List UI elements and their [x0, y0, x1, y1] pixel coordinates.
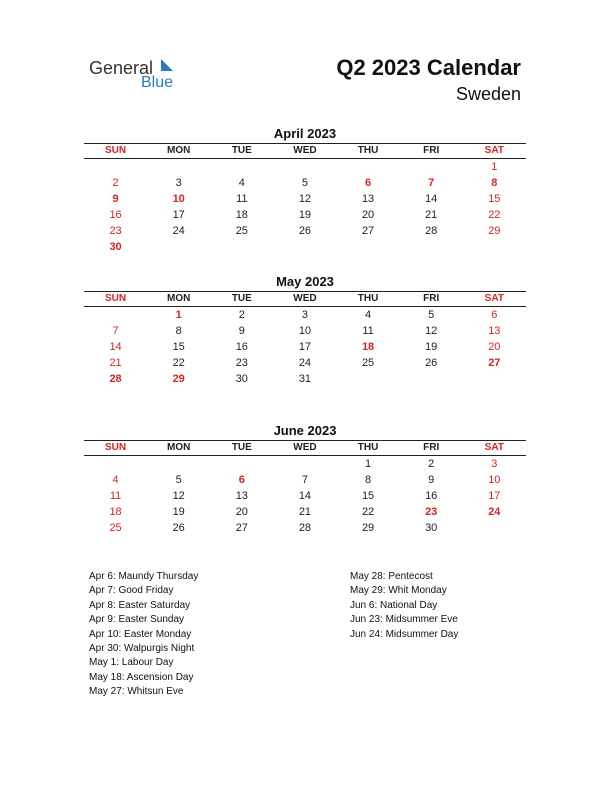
day-cell: 10	[298, 325, 312, 337]
weekday-label: THU	[357, 293, 379, 304]
day-cell: 21	[425, 209, 438, 221]
day-cell: 13	[235, 490, 248, 502]
day-cell	[84, 456, 147, 472]
day-cell: 14	[425, 193, 438, 205]
week-row	[84, 159, 526, 175]
day-cell: 21	[109, 357, 122, 369]
week-row	[84, 355, 526, 371]
holiday-item: Jun 24: Midsummer Day	[350, 628, 459, 640]
holiday-item: Jun 6: National Day	[350, 599, 438, 611]
day-cell: 18	[235, 209, 248, 221]
day-cell: 7	[428, 177, 435, 189]
day-cell: 3	[491, 458, 498, 470]
weekday-label: WED	[293, 293, 317, 304]
weekday-label: TUE	[231, 442, 252, 453]
weekday-label: MON	[167, 145, 191, 156]
weekday-header-row	[84, 144, 526, 158]
day-cell: 12	[172, 490, 185, 502]
day-cell: 10	[172, 193, 185, 205]
day-cell	[210, 239, 273, 255]
weekday-label: WED	[293, 145, 317, 156]
month-block	[84, 422, 526, 536]
day-cell: 8	[175, 325, 182, 337]
day-cell	[147, 159, 210, 175]
day-cell: 19	[298, 209, 312, 221]
holiday-item: Apr 30: Walpurgis Night	[89, 643, 195, 655]
weekday-label: SAT	[484, 145, 504, 156]
day-cell: 18	[361, 341, 375, 353]
day-cell: 20	[361, 209, 375, 221]
month-title: May 2023	[276, 274, 334, 289]
month-title: April 2023	[273, 126, 337, 141]
month-title: June 2023	[273, 423, 337, 438]
country-name: Sweden	[455, 84, 521, 104]
day-cell: 5	[175, 474, 182, 486]
brand-logo	[89, 56, 199, 96]
holiday-list-left	[89, 570, 198, 700]
day-cell: 24	[488, 506, 501, 518]
day-cell: 22	[361, 506, 375, 518]
week-row	[84, 504, 526, 520]
day-cell	[273, 456, 336, 472]
day-cell: 16	[425, 490, 438, 502]
weekday-header-row	[84, 292, 526, 306]
day-cell: 17	[298, 341, 312, 353]
day-cell: 9	[112, 193, 119, 205]
weekday-label: FRI	[423, 442, 440, 453]
day-cell: 5	[301, 177, 308, 189]
weekday-header-row	[84, 441, 526, 455]
day-cell: 23	[109, 225, 122, 237]
logo-triangle-icon	[159, 57, 175, 73]
day-cell: 26	[172, 522, 185, 534]
day-cell	[337, 159, 400, 175]
holiday-item: May 1: Labour Day	[89, 657, 174, 669]
day-cell	[147, 456, 210, 472]
week-row	[84, 520, 526, 536]
day-cell: 17	[172, 209, 185, 221]
day-cell	[147, 239, 210, 255]
day-cell: 25	[109, 522, 122, 534]
day-cell: 1	[365, 458, 372, 470]
day-cell: 1	[491, 161, 498, 173]
day-cell	[400, 239, 463, 255]
day-cell	[210, 159, 273, 175]
week-row	[84, 175, 526, 191]
day-cell: 15	[361, 490, 375, 502]
day-cell: 2	[112, 177, 119, 189]
day-cell: 2	[238, 309, 245, 321]
day-cell	[337, 371, 400, 387]
holiday-item: May 29: Whit Monday	[350, 585, 447, 597]
day-cell: 11	[109, 490, 122, 502]
day-cell: 16	[235, 341, 248, 353]
calendar-title: Q2 2023 Calendar	[336, 55, 521, 80]
day-cell: 30	[109, 241, 122, 253]
day-cell	[337, 239, 400, 255]
day-cell: 22	[172, 357, 185, 369]
weekday-label: TUE	[231, 293, 252, 304]
day-cell: 8	[365, 474, 372, 486]
day-cell: 26	[298, 225, 312, 237]
day-cell: 26	[425, 357, 438, 369]
day-cell: 21	[298, 506, 312, 518]
day-cell: 23	[235, 357, 248, 369]
week-row	[84, 339, 526, 355]
day-cell: 9	[238, 325, 245, 337]
day-cell: 4	[238, 177, 245, 189]
day-cell	[210, 456, 273, 472]
day-cell: 31	[298, 373, 312, 385]
day-cell: 27	[235, 522, 248, 534]
day-cell	[400, 371, 463, 387]
day-cell: 25	[361, 357, 375, 369]
day-cell: 13	[488, 325, 501, 337]
day-cell: 4	[112, 474, 119, 486]
day-cell: 9	[428, 474, 435, 486]
day-cell: 7	[301, 474, 308, 486]
month-block	[84, 273, 526, 387]
holiday-item: Apr 8: Easter Saturday	[89, 599, 191, 611]
day-cell: 29	[172, 373, 185, 385]
day-cell: 11	[236, 193, 248, 205]
weekday-label: MON	[167, 442, 191, 453]
holiday-item: Apr 6: Maundy Thursday	[89, 571, 199, 582]
week-row	[84, 323, 526, 339]
week-row	[84, 207, 526, 223]
weekday-label: WED	[293, 442, 317, 453]
weekday-label: TUE	[231, 145, 252, 156]
day-cell: 24	[298, 357, 312, 369]
holiday-item: Apr 10: Easter Monday	[89, 628, 192, 640]
day-cell: 24	[172, 225, 185, 237]
day-cell: 28	[109, 373, 122, 385]
day-cell: 30	[425, 522, 438, 534]
holiday-item: May 18: Ascension Day	[89, 671, 194, 683]
day-cell: 20	[235, 506, 248, 518]
day-cell: 6	[365, 177, 372, 189]
week-row	[84, 223, 526, 239]
day-cell: 3	[301, 309, 308, 321]
day-cell: 6	[491, 309, 498, 321]
holiday-item: Apr 7: Good Friday	[89, 585, 174, 597]
holiday-item: Apr 9: Easter Sunday	[89, 614, 185, 626]
day-cell	[463, 239, 526, 255]
weekday-label: FRI	[423, 293, 440, 304]
day-cell: 15	[488, 193, 501, 205]
day-cell: 16	[109, 209, 122, 221]
day-cell: 3	[175, 177, 182, 189]
week-row	[84, 371, 526, 387]
day-cell	[273, 159, 336, 175]
week-row	[84, 307, 526, 323]
day-cell	[84, 159, 147, 175]
day-cell: 5	[428, 309, 435, 321]
holiday-item: May 28: Pentecost	[350, 571, 433, 582]
week-row	[84, 191, 526, 207]
day-cell: 19	[425, 341, 438, 353]
holiday-list-right	[350, 570, 458, 642]
weekday-label: THU	[357, 145, 379, 156]
holiday-item: May 27: Whitsun Eve	[89, 686, 184, 698]
day-cell: 10	[488, 474, 501, 486]
day-cell: 4	[365, 309, 372, 321]
day-cell: 27	[361, 225, 375, 237]
weekday-label: SUN	[105, 145, 127, 156]
day-cell: 12	[425, 325, 438, 337]
day-cell: 29	[488, 225, 501, 237]
day-cell: 23	[425, 506, 438, 518]
weekday-label: SUN	[105, 293, 127, 304]
day-cell: 7	[112, 325, 119, 337]
day-cell: 14	[298, 490, 312, 502]
day-cell: 6	[238, 474, 245, 486]
weekday-label: SUN	[105, 442, 127, 453]
weekday-label: FRI	[423, 145, 440, 156]
day-cell: 8	[491, 177, 498, 189]
day-cell: 2	[428, 458, 435, 470]
day-cell: 17	[488, 490, 501, 502]
month-block	[84, 125, 526, 255]
day-cell: 1	[175, 309, 182, 321]
day-cell: 20	[488, 341, 501, 353]
day-cell: 12	[298, 193, 312, 205]
day-cell: 25	[235, 225, 248, 237]
day-cell: 14	[109, 341, 122, 353]
day-cell: 13	[361, 193, 375, 205]
day-cell: 30	[235, 373, 248, 385]
day-cell: 27	[488, 357, 501, 369]
weekday-label: SAT	[484, 293, 504, 304]
day-cell: 28	[298, 522, 312, 534]
week-row	[84, 488, 526, 504]
day-cell	[463, 520, 526, 536]
day-cell: 28	[425, 225, 438, 237]
week-row	[84, 472, 526, 488]
day-cell: 29	[361, 522, 375, 534]
holiday-item: Jun 23: Midsummer Eve	[350, 614, 458, 626]
day-cell: 19	[172, 506, 185, 518]
day-cell: 15	[172, 341, 185, 353]
week-row	[84, 456, 526, 472]
day-cell: 22	[488, 209, 501, 221]
weekday-label: SAT	[484, 442, 504, 453]
day-cell: 11	[362, 325, 374, 337]
day-cell: 18	[109, 506, 122, 518]
weekday-label: THU	[357, 442, 379, 453]
day-cell	[463, 371, 526, 387]
logo-text-general: General	[89, 58, 154, 78]
day-cell	[400, 159, 463, 175]
week-row	[84, 239, 526, 255]
weekday-label: MON	[167, 293, 191, 304]
logo-text-blue: Blue	[141, 74, 174, 91]
day-cell	[84, 307, 147, 323]
day-cell	[273, 239, 336, 255]
